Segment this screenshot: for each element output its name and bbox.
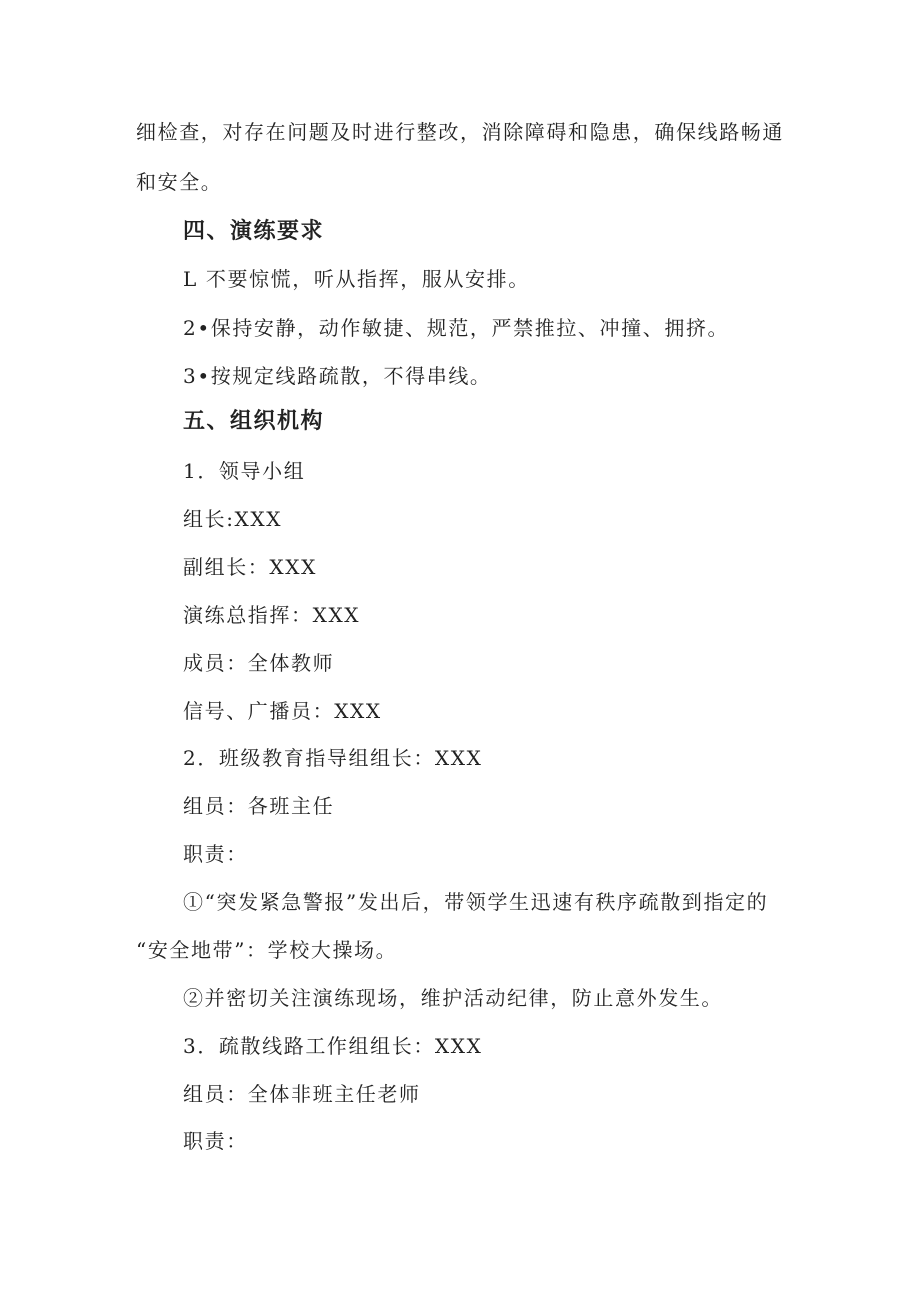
member-line: 副组长：XXX [183, 555, 317, 579]
subsection-heading: 1．领导小组 [183, 459, 306, 483]
paragraph-continuation-line: 和安全。 [136, 170, 223, 194]
member-line: 组员：全体非班主任老师 [183, 1082, 421, 1106]
duties-label: 职责： [183, 842, 248, 866]
member-line: 组员：各班主任 [183, 794, 335, 818]
subsection-heading: 3．疏散线路工作组组长：XXX [183, 1034, 483, 1058]
subsection-heading: 2．班级教育指导组组长：XXX [183, 746, 483, 770]
section-heading-drill-requirements: 四、演练要求 [183, 219, 325, 244]
paragraph-continuation-line: “安全地带”：学校大操场。 [136, 938, 398, 962]
paragraph-continuation-line: 细检查，对存在问题及时进行整改，消除障碍和隐患，确保线路畅通 [136, 120, 784, 144]
member-line: 组长:XXX [183, 507, 283, 531]
member-line: 演练总指挥：XXX [183, 603, 361, 627]
duty-item: ②并密切关注演练现场，维护活动纪律，防止意外发生。 [183, 986, 723, 1010]
requirement-item: 2•保持安静，动作敏捷、规范，严禁推拉、冲撞、拥挤。 [183, 316, 730, 340]
duties-label: 职责： [183, 1129, 248, 1153]
section-heading-organization: 五、组织机构 [183, 409, 325, 434]
member-line: 信号、广播员：XXX [183, 699, 382, 723]
requirement-item: 3•按规定线路疏散，不得串线。 [183, 364, 492, 388]
duty-item: ①“突发紧急警报”发出后，带领学生迅速有秩序疏散到指定的 [183, 890, 769, 914]
member-line: 成员：全体教师 [183, 651, 335, 675]
requirement-item: L 不要惊慌，听从指挥，服从安排。 [183, 267, 530, 291]
